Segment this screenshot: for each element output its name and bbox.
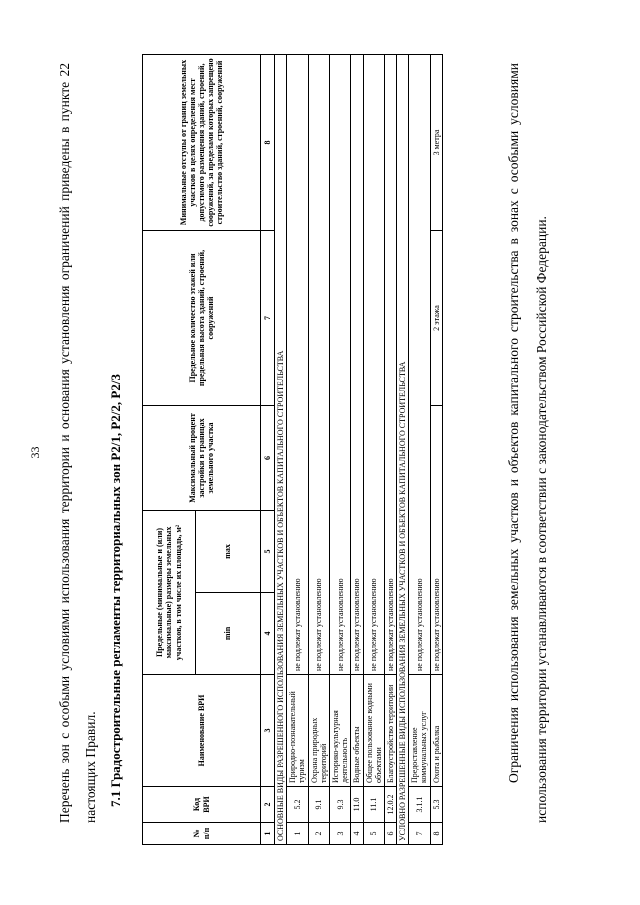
row-name: Предоставление коммунальных услуг [409, 675, 430, 787]
row-area: не подлежат установлению [329, 55, 350, 675]
row-name: Историко-культурная деятельность [329, 675, 350, 787]
table-row [430, 55, 442, 845]
row-floors: 2 этажа [430, 231, 442, 406]
header-setbacks: Минимальные отступы от границ земельных участков в целях определения мест допустимого размещения зданий, строений, сооружений, за пределами которых запрещено строительство зданий, строений, сооружений [143, 55, 261, 231]
row-name: Охота и рыбалка [430, 675, 442, 787]
row-num: 8 [430, 823, 442, 845]
row-name: Природно-познавательный туризм [287, 675, 308, 787]
row-code: 11.1 [363, 787, 384, 823]
header-name: Наименование ВРИ [143, 675, 261, 787]
header-row [143, 55, 196, 845]
column-number: 3 [261, 675, 275, 787]
row-num: 2 [308, 823, 329, 845]
row-area: не подлежат установлению [430, 406, 442, 675]
row-setbacks: 3 метра [430, 55, 442, 231]
row-num: 5 [363, 823, 384, 845]
row-name: Водные объекты [351, 675, 363, 787]
row-code: 9.3 [329, 787, 350, 823]
table-row [409, 55, 430, 845]
row-area: не подлежат установлению [363, 55, 384, 675]
header-num: № п/п [143, 823, 261, 845]
table-row [351, 55, 363, 845]
row-area: не подлежат установлению [351, 55, 363, 675]
table-row [308, 55, 329, 845]
column-number-row [261, 55, 275, 845]
header-coverage: Максимальный процент застройки в границах земельного участка [143, 406, 261, 511]
row-area: не подлежат установлению [308, 55, 329, 675]
column-number: 5 [261, 511, 275, 593]
column-number: 2 [261, 787, 275, 823]
section-row-main [275, 55, 287, 845]
outro-paragraph [500, 63, 556, 823]
header-max: max [196, 511, 261, 593]
table-row [384, 55, 396, 845]
row-num: 1 [287, 823, 308, 845]
row-code: 5.2 [287, 787, 308, 823]
row-area: не подлежат установлению [384, 55, 396, 675]
regulations-table [142, 54, 443, 845]
column-number: 6 [261, 406, 275, 511]
row-area: не подлежат установлению [409, 55, 430, 675]
row-num: 6 [384, 823, 396, 845]
header-code: Код ВРИ [143, 787, 261, 823]
row-name: Охрана природных территорий [308, 675, 329, 787]
column-number: 7 [261, 231, 275, 406]
row-num: 3 [329, 823, 350, 845]
row-name: Благоустройство территории [384, 675, 396, 787]
section-title: 7.1 Градостроительные регламенты территориальных зон Р2/1, Р2/2, Р2/3 [108, 374, 123, 807]
table-row [363, 55, 384, 845]
intro-paragraph [52, 63, 104, 823]
row-code: 9.1 [308, 787, 329, 823]
page-number: 33 [28, 446, 42, 459]
table-row [287, 55, 308, 845]
column-number: 4 [261, 593, 275, 675]
row-code: 11.0 [351, 787, 363, 823]
row-area: не подлежат установлению [287, 55, 308, 675]
row-num: 4 [351, 823, 363, 845]
section-label-main: ОСНОВНЫЕ ВИДЫ РАЗРЕШЕННОГО ИСПОЛЬЗОВАНИЯ ЗЕМЕЛЬНЫХ УЧАСТКОВ И ОБЪЕКТОВ КАПИТАЛЬНОГО СТРОИТЕЛЬСТВА [275, 55, 287, 845]
row-code: 3.1.1 [409, 787, 430, 823]
table-row [329, 55, 350, 845]
outro-text: Ограничения использования земельных участков и объектов капитального строительства в зонах с особыми условиями использования территории устанавливаются в соответствии с законодательством Российской Федерации. [506, 63, 549, 823]
section-label-conditional: УСЛОВНО РАЗРЕШЕННЫЕ ВИДЫ ИСПОЛЬЗОВАНИЯ ЗЕМЕЛЬНЫХ УЧАСТКОВ И ОБЪЕКТОВ КАПИТАЛЬНОГО СТРОИТЕЛЬСТВА [397, 55, 409, 845]
row-code: 5.3 [430, 787, 442, 823]
header-area: Предельные (минимальные и (или) максимальные) размеры земельных участков, в том числе их площадь, м² [143, 511, 196, 675]
header-min: min [196, 593, 261, 675]
column-number: 8 [261, 55, 275, 231]
row-num: 7 [409, 823, 430, 845]
intro-text: Перечень зон с особыми условиями использования территории и основания установления ограничений приведены в пункте 22 настоящих Правил. [57, 63, 98, 823]
section-row-conditional [397, 55, 409, 845]
column-number: 1 [261, 823, 275, 845]
row-name: Общее пользование водными объектами [363, 675, 384, 787]
row-code: 12.0.2 [384, 787, 396, 823]
header-floors: Предельное количество этажей или предельная высота зданий, строений, сооружений [143, 231, 261, 406]
